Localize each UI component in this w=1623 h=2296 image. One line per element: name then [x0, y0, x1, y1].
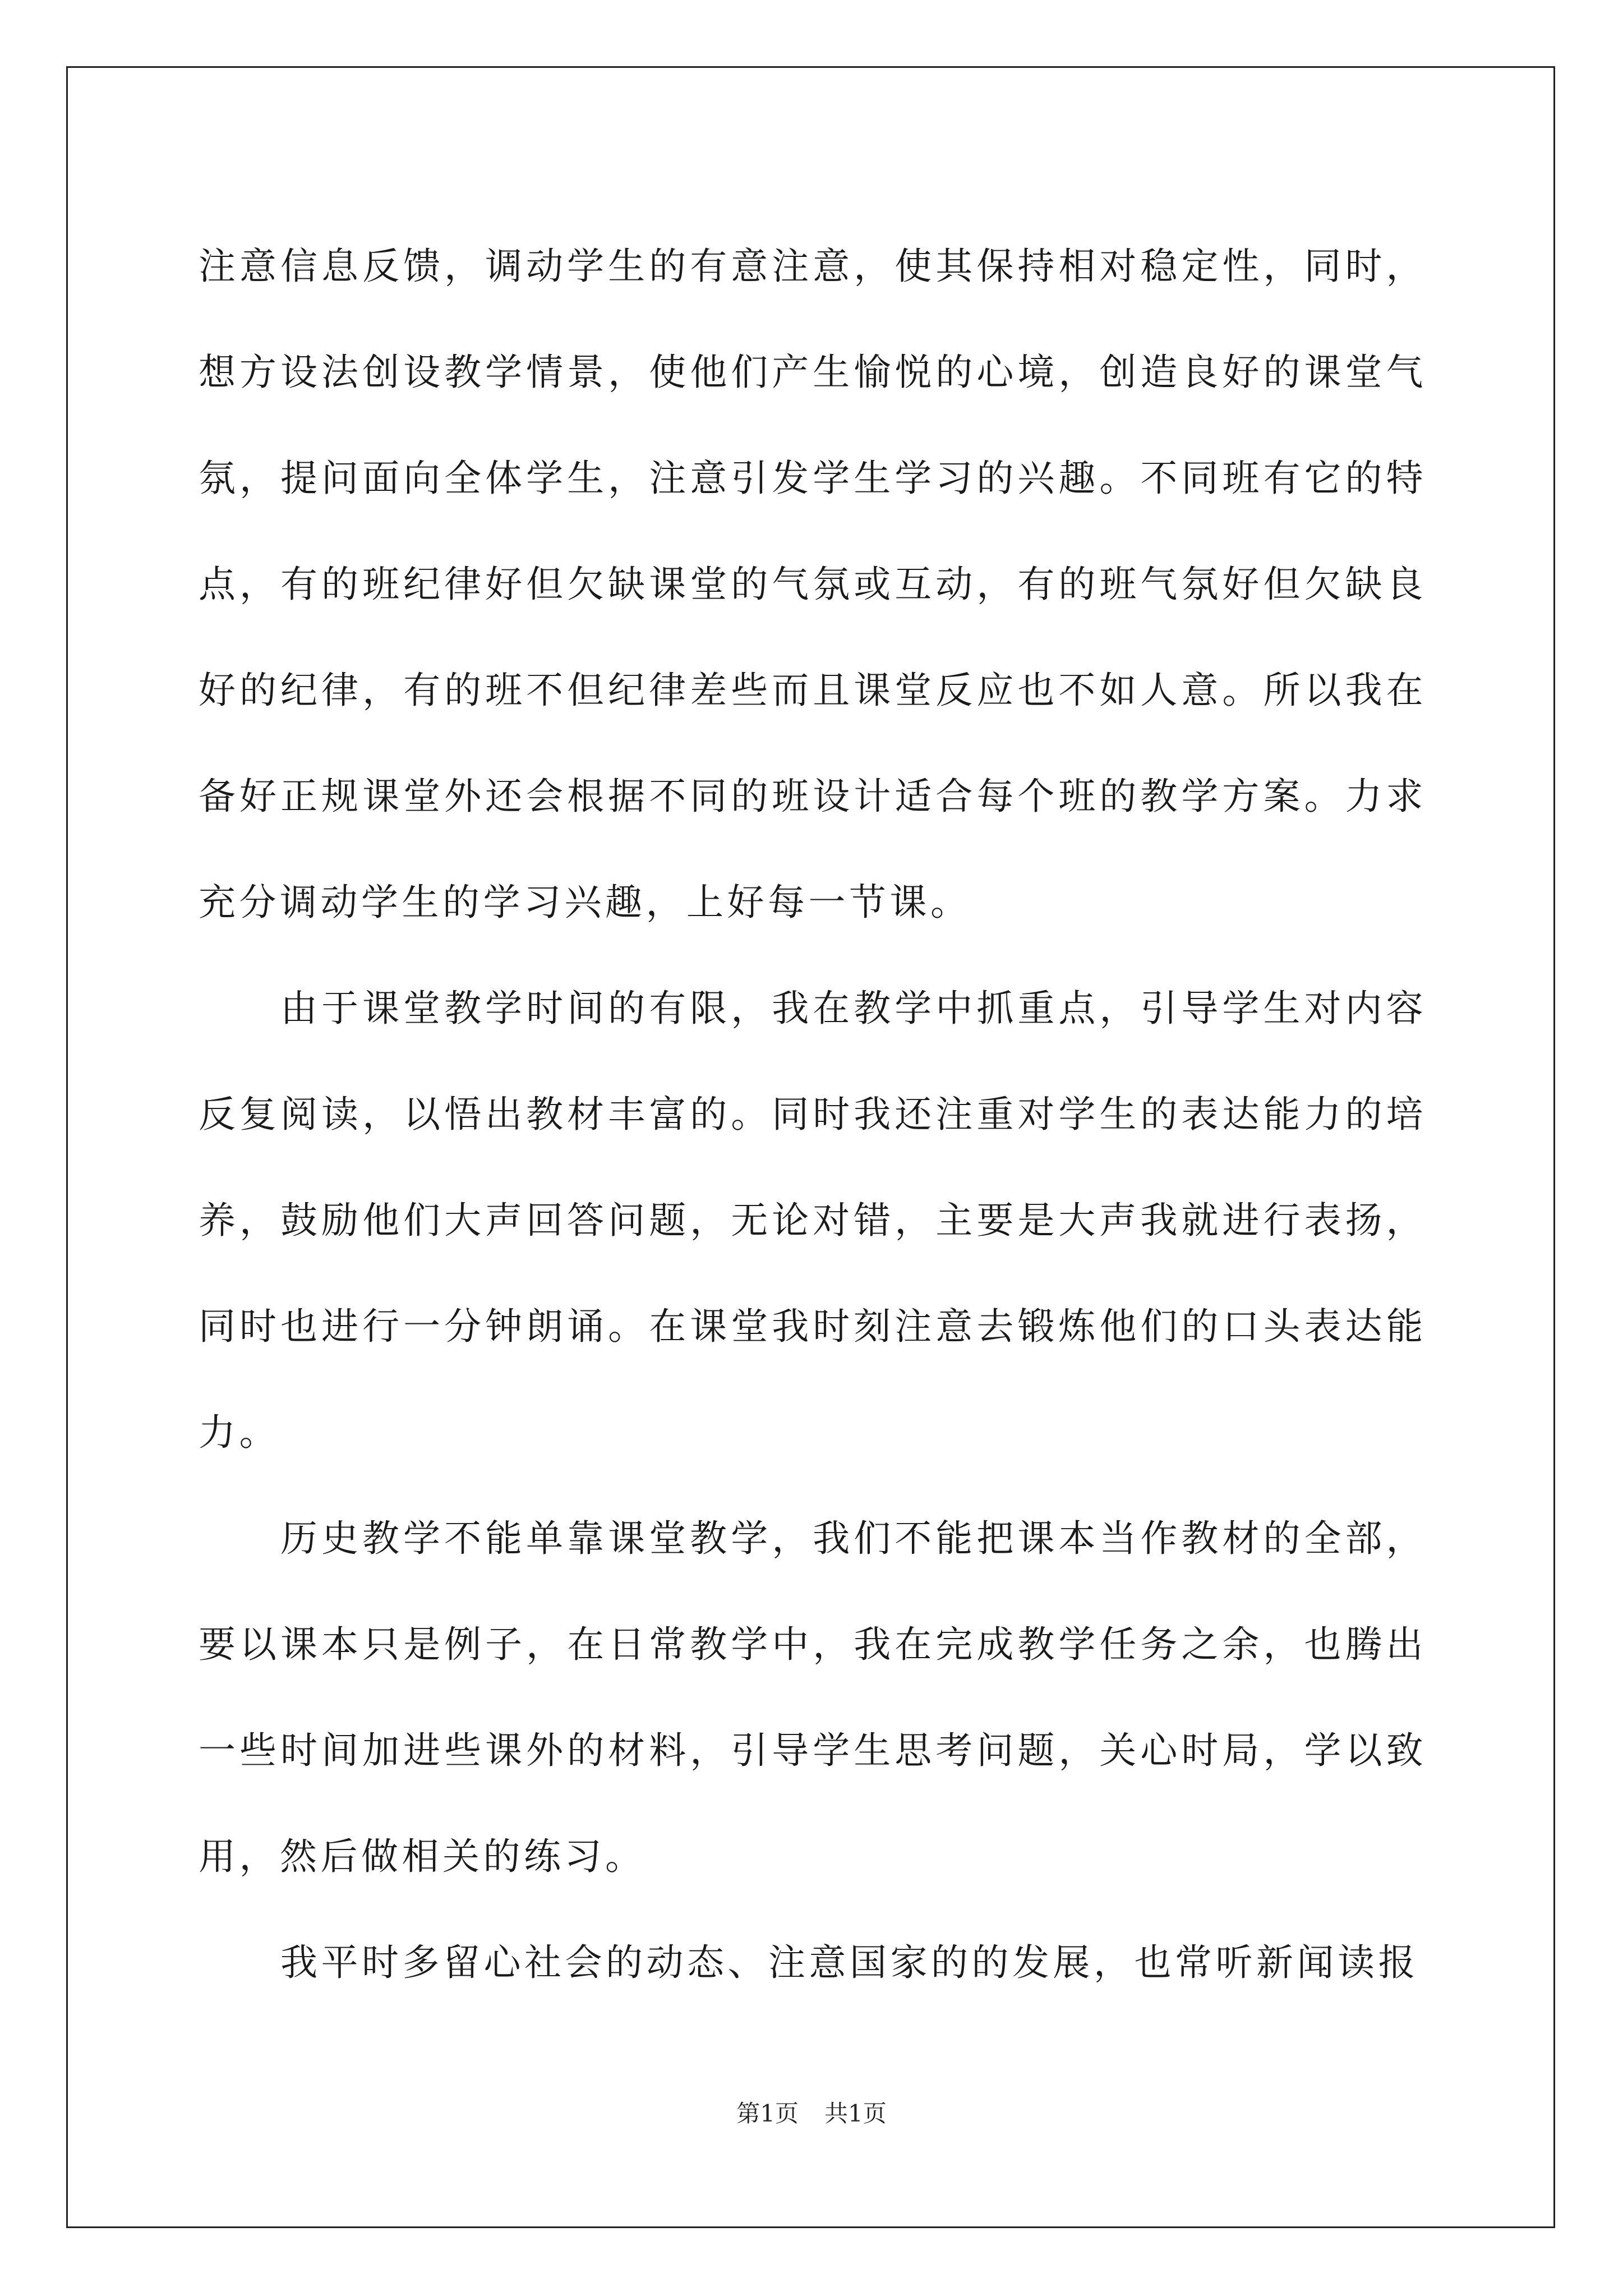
paragraph: 我平时多留心社会的动态、注意国家的的发展，也常听新闻读报	[280, 1941, 1419, 1984]
page-footer	[0, 2097, 1623, 2131]
document-body	[199, 213, 1427, 2016]
paragraph: 历史教学不能单靠课堂教学，我们不能把课本当作教材的全部，要以课本只是例子，在日常教学中，我在完成教学任务之余，也腾出一些时间加进些课外的材料，引导学生思考问题，关心时局，学以致用，然后做相关的练习。	[199, 1517, 1427, 1878]
paragraph-continued: 注意信息反馈，调动学生的有意注意，使其保持相对稳定性，同时，想方设法创设教学情景，使他们产生愉悦的心境，创造良好的课堂气氛，提问面向全体学生，注意引发学生学习的兴趣。不同班有它的特点，有的班纪律好但欠缺课堂的气氛或互动，有的班气氛好但欠缺良好的纪律，有的班不但纪律差些而且课堂反应也不如人意。所以我在备好正规课堂外还会根据不同的班设计适合每个班的教学方案。力求充分调动学生的学习兴趣，上好每一节课。	[199, 245, 1427, 924]
page-number: 第1页	[736, 2100, 799, 2127]
page-total: 共1页	[824, 2100, 887, 2127]
paragraph: 由于课堂教学时间的有限，我在教学中抓重点，引导学生对内容反复阅读，以悟出教材丰富的。同时我还注重对学生的表达能力的培养，鼓励他们大声回答问题，无论对错，主要是大声我就进行表扬，同时也进行一分钟朗诵。在课堂我时刻注意去锻炼他们的口头表达能力。	[199, 987, 1427, 1454]
